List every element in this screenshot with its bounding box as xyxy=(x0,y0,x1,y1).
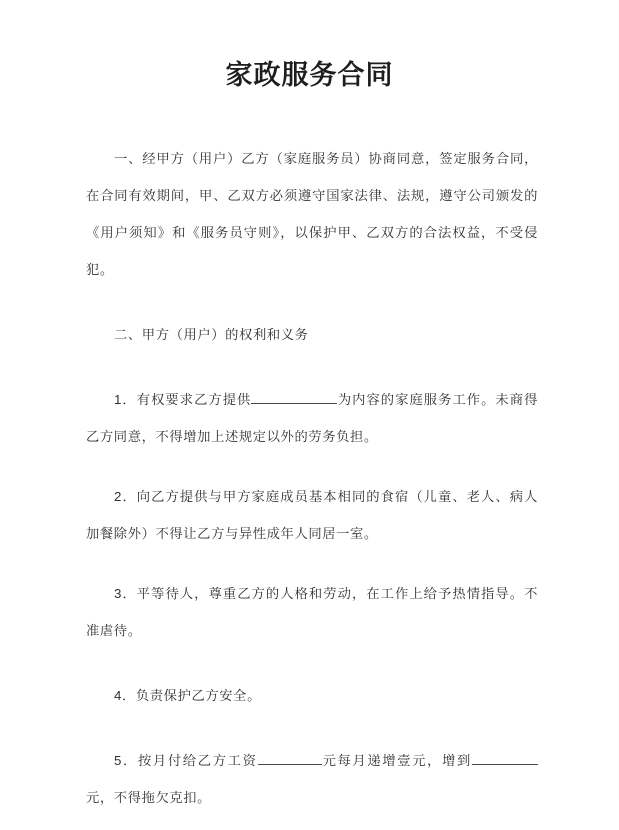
item-4-paragraph: 4．负责保护乙方安全。 xyxy=(114,688,261,703)
item-5-text-part3: 元，不得拖欠克扣。 xyxy=(86,790,212,805)
item-2-paragraph: 2．向乙方提供与甲方家庭成员基本相同的食宿（儿童、老人、病人加餐除外）不得让乙方与异性成年人同居一室。 xyxy=(86,489,538,541)
document-body xyxy=(86,140,538,830)
item-1-blank-field[interactable] xyxy=(251,390,337,404)
item-1-text-after: 为内容的家庭服务工作。未商得乙方同意，不得增加上述规定以外的劳务负担。 xyxy=(86,392,538,444)
page-title: 家政服务合同 xyxy=(225,60,394,90)
item-1-paragraph xyxy=(86,381,538,455)
item-1-text-before: 1．有权要求乙方提供 xyxy=(114,392,252,407)
item-5-text-part1: 5．按月付给乙方工资 xyxy=(114,753,258,768)
item-5-blank-increase-field[interactable] xyxy=(472,751,538,765)
clause-one-paragraph: 一、经甲方（用户）乙方（家庭服务员）协商同意，签定服务合同，在合同有效期间，甲、乙双方必须遵守国家法律、法规，遵守公司颁发的《用户须知》和《服务员守则》，以保护甲、乙双方的合法权益，不受侵犯。 xyxy=(86,151,538,277)
item-5-blank-wage-field[interactable] xyxy=(258,751,322,765)
clause-two-heading: 二、甲方（用户）的权利和义务 xyxy=(114,327,309,342)
item-5-text-part2: 元每月递增壹元，增到 xyxy=(321,753,472,768)
item-5-paragraph xyxy=(86,742,538,816)
item-3-paragraph: 3．平等待人，尊重乙方的人格和劳动，在工作上给予热情指导。不准虐待。 xyxy=(86,586,538,638)
